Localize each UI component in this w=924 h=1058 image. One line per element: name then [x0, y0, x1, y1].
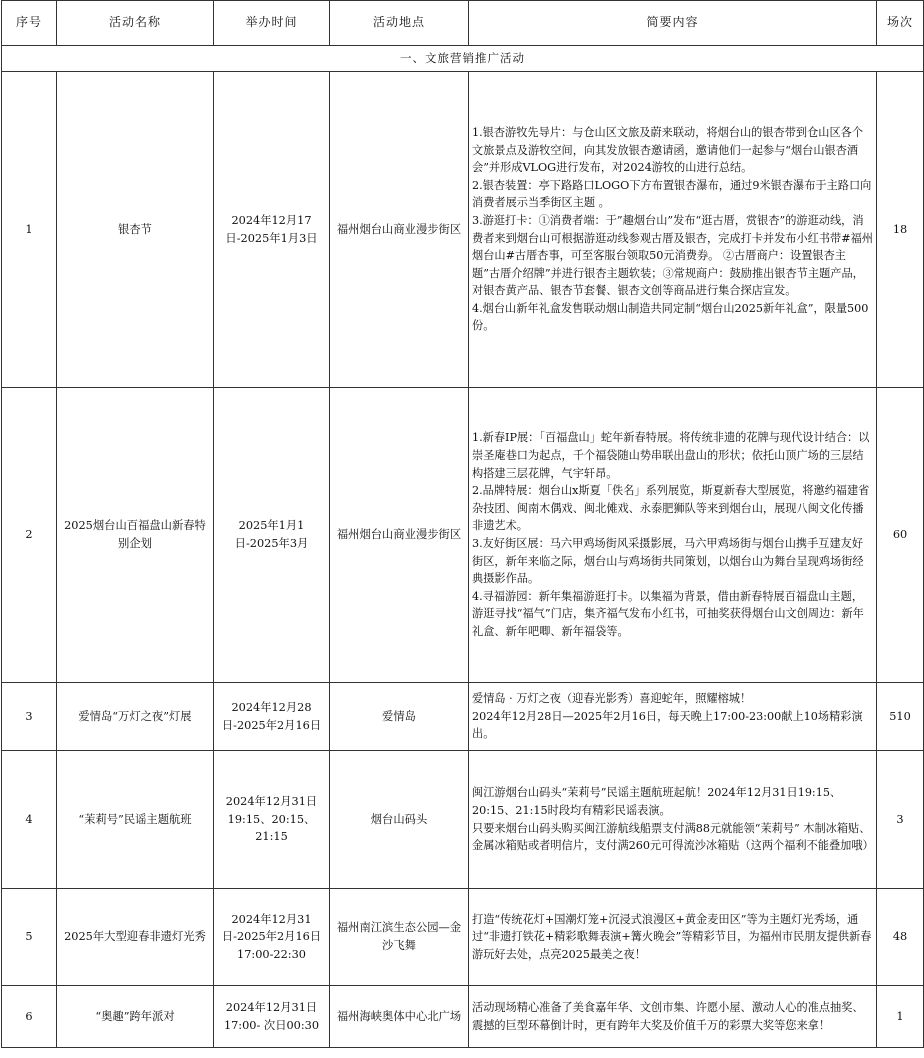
cell-time: 2025年1月1日-2025年3月: [214, 388, 330, 683]
cell-seq: 4: [2, 751, 57, 889]
header-row: [2, 1, 924, 46]
table-row: [2, 751, 924, 889]
section-row: [2, 46, 924, 72]
summary-paragraph: 闽江游烟台山码头“茉莉号”民谣主题航班起航！2024年12月31日19:15、20:15、21:15时段均有精彩民谣表演。: [472, 786, 842, 817]
cell-sessions: 3: [877, 751, 924, 889]
summary-paragraph: 2024年12月28日—2025年2月16日，每天晚上17:00-23:00献上10场精彩演出。: [472, 709, 863, 741]
activity-table: [1, 0, 924, 1048]
cell-place: 福州烟台山商业漫步街区: [330, 72, 469, 388]
summary-paragraph: 1.新春IP展：「百福盘山」蛇年新春特展。将传统非遗的花牌与现代设计结合：以崇圣庵巷口为起点，千个福袋随山势串联出盘山的形状；依托山顶广场的三层结构搭建三层花牌，气宇轩昂。: [472, 431, 870, 480]
summary-paragraph: 只要来烟台山码头购买闽江游航线船票支付满88元就能领“茉莉号” 木制冰箱贴、金属冰箱贴或者明信片，支付满260元可得流沙冰箱贴（这两个福利不能叠加哦）: [472, 821, 874, 853]
cell-sessions: 510: [877, 683, 924, 751]
header-place: 活动地点: [330, 1, 469, 46]
summary-paragraph: 2.银杏装置：亭下路路口LOGO下方布置银杏瀑布，通过9米银杏瀑布于主路口向消费者展示当季街区主题 。: [472, 178, 872, 210]
cell-summary: [469, 388, 877, 683]
cell-sessions: 1: [877, 986, 924, 1048]
cell-summary: [469, 751, 877, 889]
summary-paragraph: 爱情岛 · 万灯之夜（迎春光影秀）喜迎蛇年，照耀榕城！: [472, 692, 752, 706]
summary-paragraph: 4.烟台山新年礼盒发售联动烟山制造共同定制“烟台山2025新年礼盒”，限量500份。: [472, 301, 869, 333]
cell-summary: [469, 72, 877, 388]
summary-paragraph: 2.品牌特展：烟台山x斯夏「佚名」系列展览，斯夏新春大型展览，将邀约福建省杂技团、闽南木偶戏、闽北傩戏、永泰肥狮队等来到烟台山，展现八闽文化传播非遗艺术。: [472, 484, 870, 533]
cell-place: 福州烟台山商业漫步街区: [330, 388, 469, 683]
summary-paragraph: 3.游逛打卡：①消费者端：于”趣烟台山”发布“逛古厝，赏银杏”的游逛动线，消费者来到烟台山可根据游逛动线参观古厝及银杏，完成打卡并发布小红书带#福州烟台山#古厝杏事，可至客服台领取50元消费券。 ②古厝商户：设置银杏主题”古厝介绍牌”并进行银杏主题软装；③常规商户：鼓励推出银杏节主题产品，对银杏黄产品、银杏节套餐、银杏文创等商品进行集合探店宣发。: [472, 213, 873, 298]
cell-time: 2024年12月28日-2025年2月16日: [214, 683, 330, 751]
table-row: [2, 388, 924, 683]
header-time: 举办时间: [214, 1, 330, 46]
table-row: [2, 986, 924, 1048]
cell-name: 银杏节: [57, 72, 214, 388]
cell-place: 爱情岛: [330, 683, 469, 751]
cell-place: 福州南江滨生态公园—金沙飞舞: [330, 889, 469, 986]
header-seq: 序号: [2, 1, 57, 46]
header-sessions: 场次: [877, 1, 924, 46]
cell-seq: 3: [2, 683, 57, 751]
cell-sessions: 48: [877, 889, 924, 986]
summary-paragraph: 打造“传统花灯+国潮灯笼+沉浸式浪漫区+黄金麦田区”等为主题灯光秀场，通过“非遗打铁花+精彩歌舞表演+篝火晚会”等精彩节目，为福州市民朋友提供新春游玩好去处，点亮2025最美之夜！: [472, 912, 872, 961]
summary-paragraph: 4.寻福游园：新年集福游逛打卡。以集福为背景，借由新春特展百福盘山主题，游逛寻找“福气”门店，集齐福气发布小红书，可抽奖获得烟台山文创周边：新年礼盒、新年吧唧、新年福袋等。: [472, 589, 864, 638]
cell-sessions: 60: [877, 388, 924, 683]
section-title: 一、文旅营销推广活动: [2, 46, 924, 72]
cell-seq: 5: [2, 889, 57, 986]
cell-summary: [469, 986, 877, 1048]
table-row: [2, 72, 924, 388]
cell-place: 烟台山码头: [330, 751, 469, 889]
cell-time: 2024年12月17日-2025年1月3日: [214, 72, 330, 388]
cell-sessions: 18: [877, 72, 924, 388]
cell-name: “奥趣”跨年派对: [57, 986, 214, 1048]
cell-summary: [469, 889, 877, 986]
cell-seq: 2: [2, 388, 57, 683]
cell-name: 2025烟台山百福盘山新春特别企划: [57, 388, 214, 683]
cell-name: “茉莉号”民谣主题航班: [57, 751, 214, 889]
cell-seq: 1: [2, 72, 57, 388]
cell-name: 2025年大型迎春非遗灯光秀: [57, 889, 214, 986]
cell-seq: 6: [2, 986, 57, 1048]
cell-time: 2024年12月31日 17:00- 次日00:30: [214, 986, 330, 1048]
header-name: 活动名称: [57, 1, 214, 46]
cell-place: 福州海峡奥体中心北广场: [330, 986, 469, 1048]
header-summary: 简要内容: [469, 1, 877, 46]
cell-name: 爱情岛“万灯之夜”灯展: [57, 683, 214, 751]
cell-time: 2024年12月31日-2025年2月16日 17:00-22:30: [214, 889, 330, 986]
table-row: [2, 683, 924, 751]
cell-time: 2024年12月31日 19:15、20:15、21:15: [214, 751, 330, 889]
summary-paragraph: 1.银杏游牧先导片：与仓山区文旅及蔚来联动，将烟台山的银杏带到仓山区各个文旅景点及游牧空间，向其发放银杏邀请函，邀请他们一起参与“烟台山银杏酒会”并形成VLOG进行发布，对2024游牧的山进行总结。: [472, 125, 864, 175]
table-row: [2, 889, 924, 986]
summary-paragraph: 活动现场精心准备了美食嘉年华、文创市集、许愿小屋、激动人心的准点抽奖、震撼的巨型环幕倒计时，更有跨年大奖及价值千万的彩票大奖等您来拿！: [472, 1000, 864, 1032]
summary-paragraph: 3.友好街区展：马六甲鸡场街风采摄影展，马六甲鸡场街与烟台山携手互建友好街区，新年来临之际，烟台山与鸡场街共同策划，以烟台山为舞台呈现鸡场街经典摄影作品。: [472, 537, 864, 586]
cell-summary: [469, 683, 877, 751]
